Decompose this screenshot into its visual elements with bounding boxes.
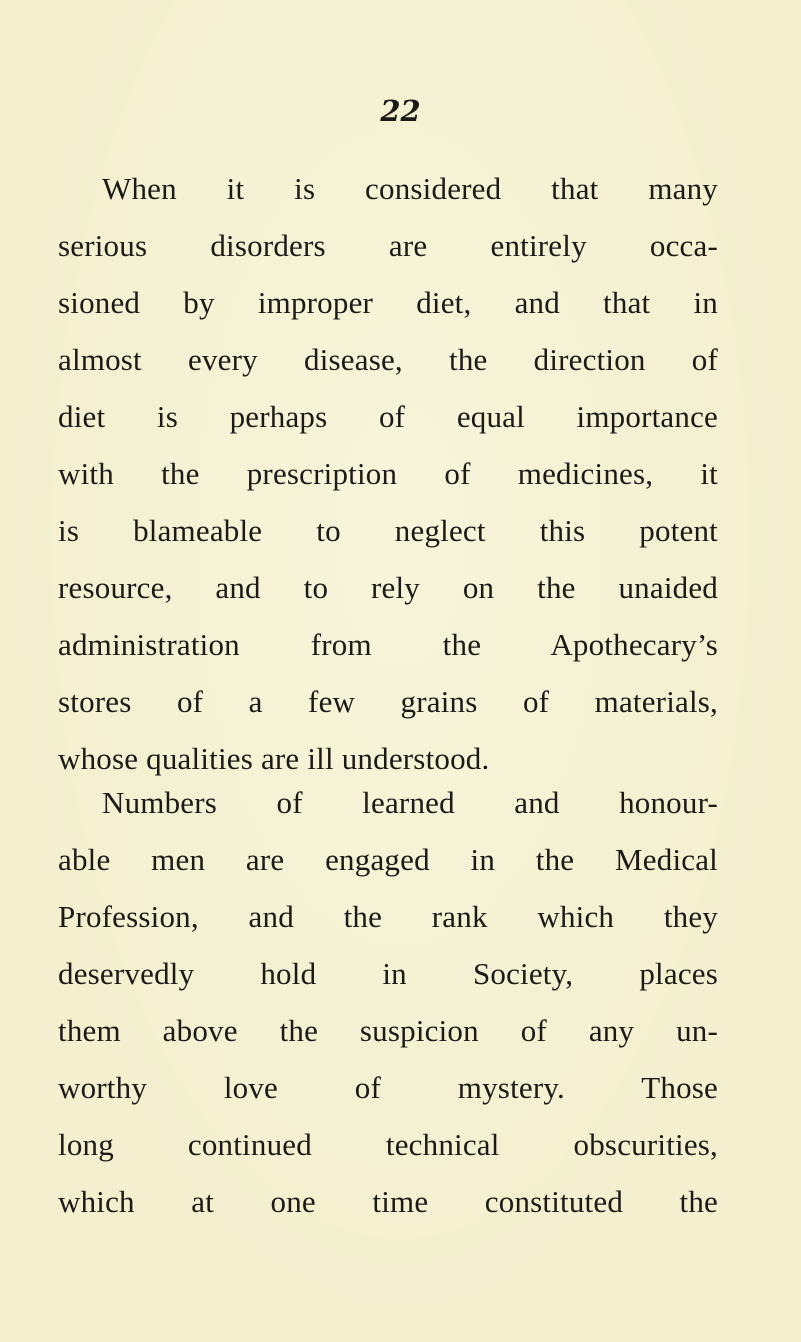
paragraph-1 xyxy=(58,160,718,787)
text-line: diet is perhaps of equal importance xyxy=(58,399,718,434)
page-number: 22 xyxy=(380,94,421,128)
text-line: Numbers of learned and honour- xyxy=(102,785,718,820)
text-line: deservedly hold in Society, places xyxy=(58,956,718,991)
text-line: sioned by improper diet, and that in xyxy=(58,285,718,320)
text-line: whose qualities are ill understood. xyxy=(58,741,490,776)
text-line: resource, and to rely on the unaided xyxy=(58,570,718,605)
text-line: stores of a few grains of materials, xyxy=(58,684,718,719)
text-line: serious disorders are entirely occa- xyxy=(58,228,718,263)
text-line: Profession, and the rank which they xyxy=(58,899,718,934)
text-line: worthy love of mystery. Those xyxy=(58,1070,718,1105)
paragraph-2 xyxy=(58,774,718,1230)
text-line: long continued technical obscurities, xyxy=(58,1127,718,1162)
text-line: with the prescription of medicines, it xyxy=(58,456,718,491)
text-line: administration from the Apothecary’s xyxy=(58,627,718,662)
text-line: is blameable to neglect this potent xyxy=(58,513,718,548)
text-line: When it is considered that many xyxy=(102,171,718,206)
text-line: almost every disease, the direction of xyxy=(58,342,718,377)
text-line: which at one time constituted the xyxy=(58,1184,718,1219)
text-line: them above the suspicion of any un- xyxy=(58,1013,718,1048)
text-line: able men are engaged in the Medical xyxy=(58,842,718,877)
